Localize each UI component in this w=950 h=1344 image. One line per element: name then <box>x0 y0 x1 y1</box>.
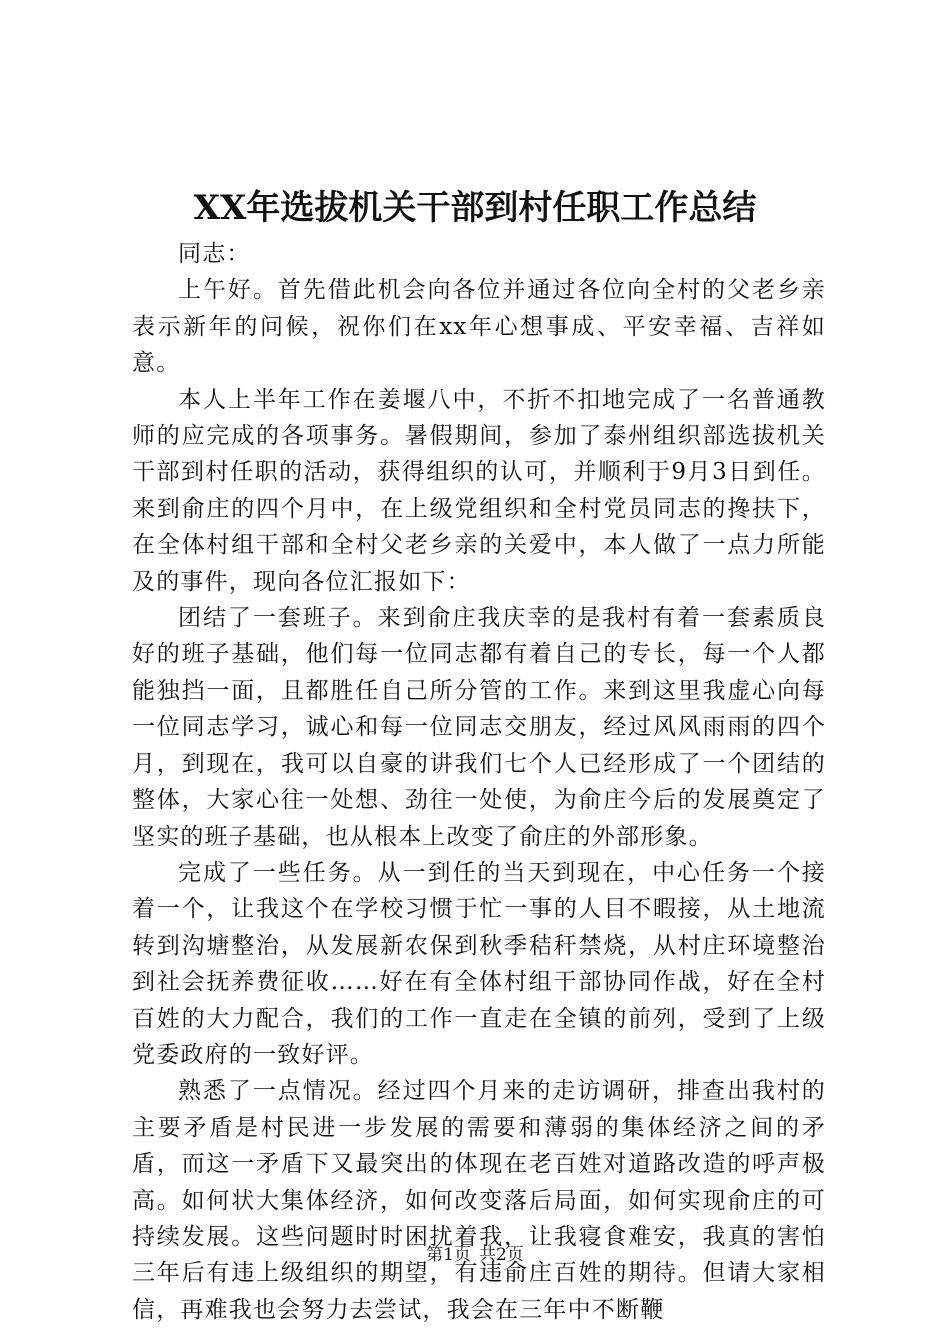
page-number: 第1页 <box>426 1245 471 1265</box>
paragraph-team: 团结了一套班子。来到俞庄我庆幸的是我村有着一套素质良好的班子基础，他们每一位同志都有着自己的专长，每一个人都能独挡一面，且都胜任自己所分管的工作。来到这里我虚心向每一位同志学习，诚心和每一位同志交朋友，经过风风雨雨的四个月，到现在，我可以自豪的讲我们七个人已经形成了一个团结的整体，大家心往一处想、劲往一处使，为俞庄今后的发展奠定了坚实的班子基础，也从根本上改变了俞庄的外部形象。 <box>132 605 826 850</box>
paragraph-tasks: 完成了一些任务。从一到任的当天到现在，中心任务一个接着一个，让我这个在学校习惯于忙一事的人目不暇接，从土地流转到沟塘整治，从发展新农保到秋季秸秆禁烧，从村庄环境整治到社会抚养费征收……好在有全体村组干部协同作战，好在全村百姓的大力配合，我们的工作一直走在全镇的前列，受到了上级党委政府的一致好评。 <box>132 859 826 1068</box>
paragraph-situation: 熟悉了一点情况。经过四个月来的走访调研，排查出我村的主要矛盾是村民进一步发展的需要和薄弱的集体经济之间的矛盾，而这一矛盾下又最突出的体现在老百姓对道路改造的呼声极高。如何状大集体经济，如何改变落后局面，如何实现俞庄的可持续发展。这些问题时时困扰着我，让我寝食难安，我真的害怕三年后有违上级组织的期望，有违俞庄百姓的期待。但请大家相信，再难我也会努力去尝试，我会在三年中不断鞭 <box>132 1078 826 1323</box>
paragraph-greeting: 上午好。首先借此机会向各位并通过各位向全村的父老乡亲表示新年的问候，祝你们在xx年心想事成、平安幸福、吉祥如意。 <box>132 277 826 377</box>
document-title: XX年选拔机关干部到村任职工作总结 <box>193 188 757 228</box>
salutation: 同志： <box>178 241 251 267</box>
paragraph-introduction: 本人上半年工作在姜堰八中，不折不扣地完成了一名普通教师的应完成的各项事务。暑假期间，参加了泰州组织部选拔机关干部到村任职的活动，获得组织的认可，并顺利于9月3日到任。来到俞庄的四个月中，在上级党组织和全村党员同志的搀扶下，在全体村组干部和全村父老乡亲的关爱中，本人做了一点力所能及的事件，现向各位汇报如下： <box>132 386 826 595</box>
document-body <box>132 236 826 1328</box>
page-total: 共2页 <box>479 1245 524 1265</box>
page-footer <box>0 1244 950 1266</box>
